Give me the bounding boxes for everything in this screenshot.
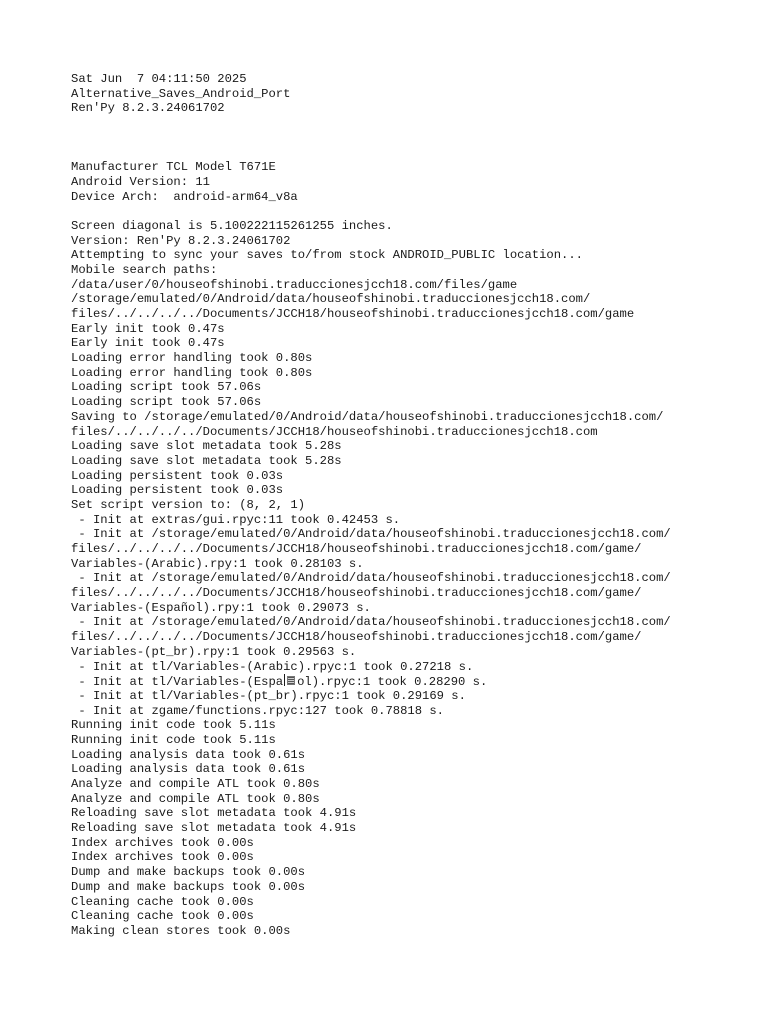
- log-line: Screen diagonal is 5.100222115261255 inches.: [71, 218, 393, 233]
- log-line: /data/user/0/houseofshinobi.traduccionesjcch18.com/files/game: [71, 277, 518, 292]
- log-line: Index archives took 0.00s: [71, 850, 254, 865]
- log-line: Cleaning cache took 0.00s: [71, 894, 254, 909]
- log-line: Saving to /storage/emulated/0/Android/data/houseofshinobi.traduccionesjcch18.com/: [71, 409, 664, 424]
- log-line: /storage/emulated/0/Android/data/houseofshinobi.traduccionesjcch18.com/: [71, 292, 591, 307]
- log-line: Index archives took 0.00s: [71, 835, 254, 850]
- log-line: Running init code took 5.11s: [71, 732, 276, 747]
- log-line: Early init took 0.47s: [71, 336, 225, 351]
- log-line: Version: Ren'Py 8.2.3.24061702: [71, 233, 291, 248]
- log-line: Loading script took 57.06s: [71, 380, 262, 395]
- log-renpy-version: Ren'Py 8.2.3.24061702: [71, 101, 225, 116]
- log-line: files/../../../../Documents/JCCH18/houseofshinobi.traduccionesjcch18.com/game: [71, 307, 635, 321]
- log-line: Variables-(Español).rpy:1 took 0.29073 s.: [71, 600, 371, 615]
- log-line: files/../../../../Documents/JCCH18/houseofshinobi.traduccionesjcch18.com: [71, 424, 598, 439]
- log-line: Loading error handling took 0.80s: [71, 351, 313, 366]
- log-line: Analyze and compile ATL took 0.80s: [71, 791, 320, 806]
- log-line: Loading error handling took 0.80s: [71, 365, 313, 380]
- log-device-model: Manufacturer TCL Model T671E: [71, 160, 276, 175]
- log-line: Reloading save slot metadata took 4.91s: [71, 821, 357, 836]
- log-line: Loading analysis data took 0.61s: [71, 747, 306, 762]
- log-line: Reloading save slot metadata took 4.91s: [71, 806, 357, 821]
- log-line: Loading save slot metadata took 5.28s: [71, 453, 342, 468]
- log-line: Mobile search paths:: [71, 262, 218, 277]
- log-body-after: [71, 689, 761, 939]
- log-app-name: Alternative_Saves_Android_Port: [71, 86, 291, 101]
- blank-line: [71, 116, 761, 131]
- log-line: Loading persistent took 0.03s: [71, 468, 284, 483]
- log-line: Loading persistent took 0.03s: [71, 483, 284, 498]
- log-line: Loading script took 57.06s: [71, 395, 262, 410]
- log-device-arch: Device Arch: android-arm64_v8a: [71, 189, 298, 204]
- log-line: files/../../../../Documents/JCCH18/houseofshinobi.traduccionesjcch18.com/game/: [71, 630, 642, 645]
- log-line: files/../../../../Documents/JCCH18/houseofshinobi.traduccionesjcch18.com/game/: [71, 586, 642, 601]
- blank-line: [71, 204, 761, 219]
- log-line: - Init at /storage/emulated/0/Android/data/houseofshinobi.traduccionesjcch18.com/: [71, 615, 671, 630]
- log-line: Running init code took 5.11s: [71, 718, 276, 733]
- log-line: Dump and make backups took 0.00s: [71, 865, 306, 880]
- log-line: - Init at /storage/emulated/0/Android/data/houseofshinobi.traduccionesjcch18.com/: [71, 527, 671, 542]
- log-line: Set script version to: (8, 2, 1): [71, 497, 306, 512]
- log-line: [71, 674, 761, 689]
- log-line: Dump and make backups took 0.00s: [71, 879, 306, 894]
- missing-glyph-icon: [283, 674, 297, 686]
- log-timestamp: Sat Jun 7 04:11:50 2025: [71, 72, 247, 86]
- log-line: - Init at zgame/functions.rpyc:127 took 0.78818 s.: [71, 703, 444, 718]
- log-android-version: Android Version: 11: [71, 174, 210, 189]
- blank-line: [71, 145, 761, 160]
- garbled-line-end: ol).rpyc:1 took 0.28290 s.: [297, 675, 488, 690]
- log-line: Analyze and compile ATL took 0.80s: [71, 777, 320, 791]
- log-line: - Init at tl/Variables-(pt_br).rpyc:1 took 0.29169 s.: [71, 688, 466, 703]
- log-line: Early init took 0.47s: [71, 321, 225, 336]
- log-line: Making clean stores took 0.00s: [71, 923, 291, 938]
- log-line: - Init at extras/gui.rpyc:11 took 0.42453 s.: [71, 512, 401, 527]
- log-line: Loading save slot metadata took 5.28s: [71, 439, 342, 454]
- log-line: Loading analysis data took 0.61s: [71, 762, 306, 777]
- log-body: [71, 219, 761, 674]
- log-line: Cleaning cache took 0.00s: [71, 909, 254, 924]
- log-line: Variables-(pt_br).rpy:1 took 0.29563 s.: [71, 644, 357, 659]
- log-line: files/../../../../Documents/JCCH18/houseofshinobi.traduccionesjcch18.com/game/: [71, 542, 642, 556]
- garbled-line-start: - Init at tl/Variables-(Espa: [71, 675, 284, 690]
- log-line: Variables-(Arabic).rpy:1 took 0.28103 s.: [71, 556, 364, 571]
- blank-line: [71, 131, 761, 146]
- log-line: - Init at tl/Variables-(Arabic).rpyc:1 took 0.27218 s.: [71, 659, 474, 674]
- log-line: Attempting to sync your saves to/from stock ANDROID_PUBLIC location...: [71, 248, 583, 263]
- log-document: [71, 72, 761, 939]
- log-line: - Init at /storage/emulated/0/Android/data/houseofshinobi.traduccionesjcch18.com/: [71, 571, 671, 586]
